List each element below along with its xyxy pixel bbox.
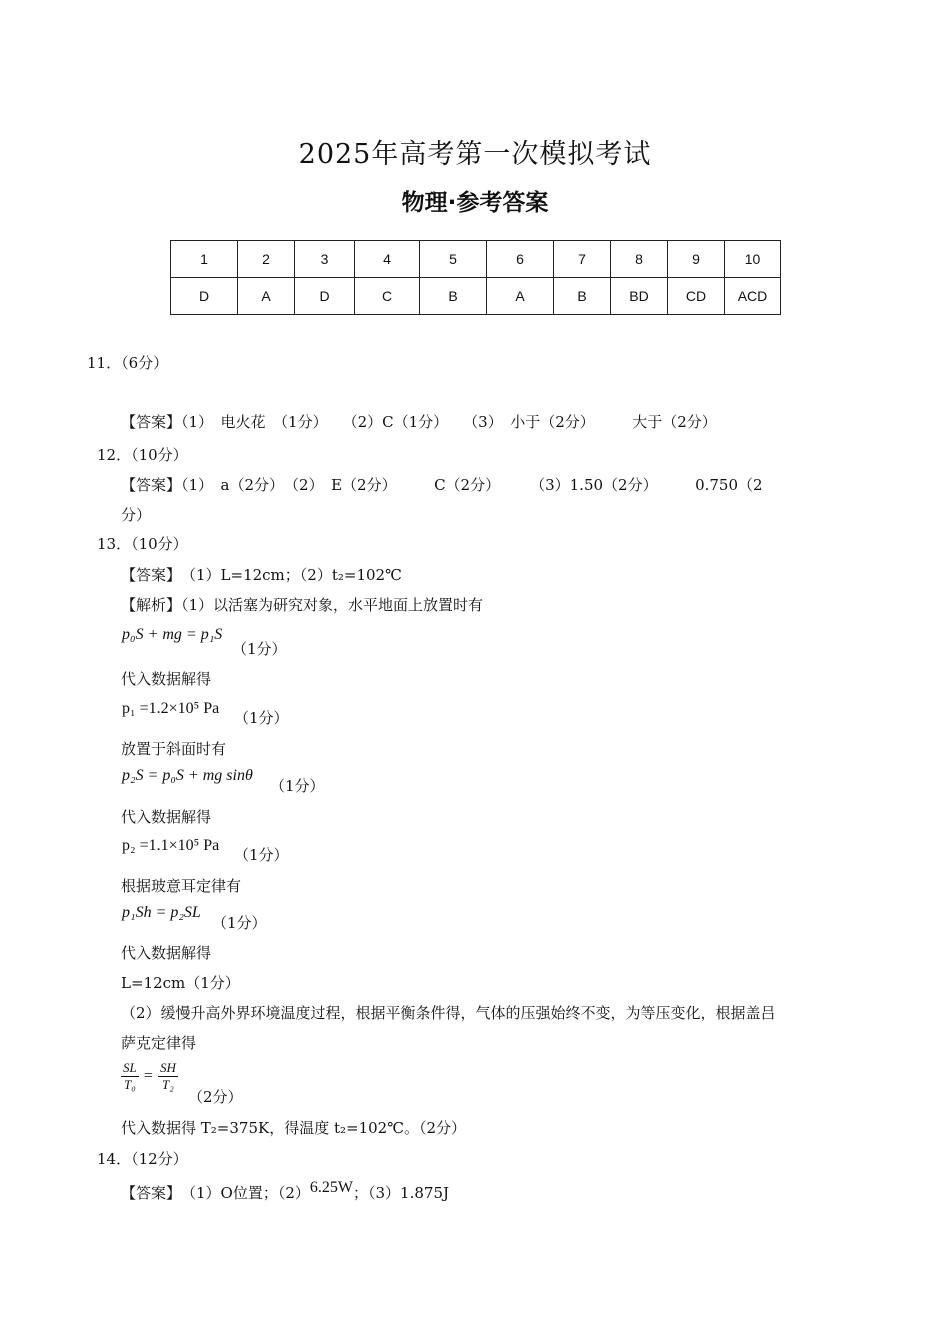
q13-heading: 13．（10分） xyxy=(97,535,188,553)
table-cell: ACD xyxy=(725,278,781,315)
q13-part2-line1: （2）缓慢升高外界环境温度过程，根据平衡条件得，气体的压强始终不变，为等压变化，根据盖吕 xyxy=(121,1004,776,1022)
score-label: （1分） xyxy=(232,640,287,658)
table-cell: D xyxy=(295,278,355,315)
equation-4: p₂ =1.1×10⁵ Pa xyxy=(122,837,220,854)
table-cell: 2 xyxy=(238,241,295,278)
q13-substitute-1: 代入数据解得 xyxy=(121,670,212,688)
q13-substitute-2: 代入数据解得 xyxy=(121,808,212,826)
q12-heading: 12．（10分） xyxy=(97,446,188,464)
table-cell: C xyxy=(355,278,420,315)
table-cell: B xyxy=(420,278,487,315)
table-cell: A xyxy=(487,278,554,315)
q13-boyle-text: 根据玻意耳定律有 xyxy=(121,877,242,895)
table-cell: 1 xyxy=(171,241,238,278)
answer-table-answer-row xyxy=(171,278,781,315)
fraction-denominator: T₀ xyxy=(123,1077,136,1092)
table-cell: 8 xyxy=(611,241,668,278)
q13-part2-line2: 萨克定律得 xyxy=(121,1034,197,1052)
answer-table xyxy=(170,240,781,315)
score-label: （1分） xyxy=(270,777,325,795)
fraction-denominator: T₂ xyxy=(162,1077,174,1092)
equation-2: p₁ =1.2×10⁵ Pa xyxy=(122,700,220,717)
table-cell: CD xyxy=(668,278,725,315)
table-cell: D xyxy=(171,278,238,315)
answer-table-number-row xyxy=(171,241,781,278)
score-label: （1分） xyxy=(234,709,289,727)
table-cell: BD xyxy=(611,278,668,315)
score-label: （2分） xyxy=(188,1088,243,1106)
table-cell: 10 xyxy=(725,241,781,278)
equation-5: p₁Sh = p₂SL xyxy=(122,904,201,921)
q13-final: 代入数据得 T₂=375K，得温度 t₂=102℃。（2分） xyxy=(121,1119,467,1137)
table-cell: 7 xyxy=(554,241,611,278)
table-cell: 6 xyxy=(487,241,554,278)
q13-incline-text: 放置于斜面时有 xyxy=(121,740,227,758)
q14-answer-power: 6.25W xyxy=(309,1179,353,1196)
equation-6 xyxy=(121,1060,178,1093)
score-label: （1分） xyxy=(212,914,267,932)
q11-answer: 【答案】（1） 电火花 （1分） （2）C（1分） （3） 小于（2分） 大于（2分） xyxy=(121,413,717,431)
fraction-right xyxy=(158,1060,178,1093)
q13-result-l: L=12cm（1分） xyxy=(121,974,240,992)
table-cell: A xyxy=(238,278,295,315)
fraction-numerator: SH xyxy=(159,1060,176,1075)
page-title: 2025年高考第一次模拟考试 xyxy=(298,139,652,170)
q14-answer-prefix: 【答案】 （1）O位置；（2） xyxy=(121,1184,310,1202)
table-cell: 3 xyxy=(295,241,355,278)
page-subtitle: 物理·参考答案 xyxy=(401,190,549,216)
equation-1: p₀S + mg = p₁S xyxy=(122,626,223,643)
q14-heading: 14．（12分） xyxy=(97,1150,188,1168)
fraction-numerator: SL xyxy=(123,1060,137,1075)
table-cell: 4 xyxy=(355,241,420,278)
q12-answer-line1: 【答案】（1） a（2分） （2） E（2分） C（2分） （3）1.50（2分） 0.750（2 xyxy=(121,476,763,494)
q13-answer: 【答案】 （1）L=12cm；（2）t₂=102℃ xyxy=(121,566,402,584)
q13-substitute-3: 代入数据解得 xyxy=(121,944,212,962)
q14-answer xyxy=(121,1179,449,1203)
equation-3: p₂S = p₀S + mg sinθ xyxy=(122,767,253,784)
q11-heading: 11．（6分） xyxy=(87,354,169,372)
q12-answer-line2: 分） xyxy=(121,506,152,524)
fraction-left xyxy=(121,1060,139,1093)
table-cell: 9 xyxy=(668,241,725,278)
equals-sign: = xyxy=(143,1067,153,1085)
q13-analysis-intro: 【解析】（1）以活塞为研究对象，水平地面上放置时有 xyxy=(121,596,484,614)
score-label: （1分） xyxy=(234,846,289,864)
table-cell: B xyxy=(554,278,611,315)
table-cell: 5 xyxy=(420,241,487,278)
q14-answer-suffix: ；（3）1.875J xyxy=(353,1184,449,1202)
